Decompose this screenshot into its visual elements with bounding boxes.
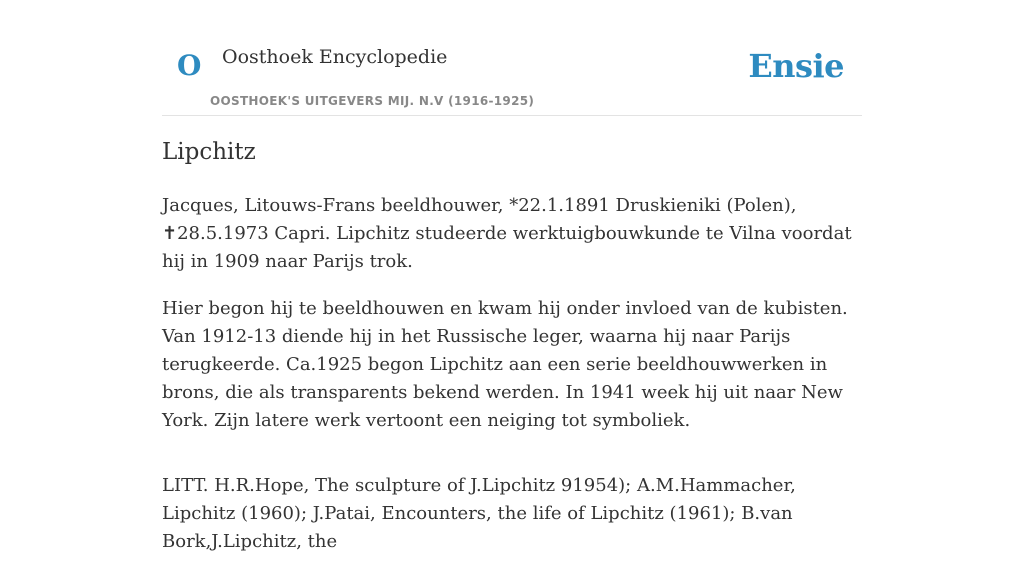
article-paragraph: Jacques, Litouws-Frans beeldhouwer, *22.1.1891 Druskieniki (Polen), ✝28.5.1973 Capri. Lipchitz studeerde werktuigbouwkunde te Vilna voordat hij in 1909 naar Parijs trok. [162, 195, 852, 272]
article-paragraph: Hier begon hij te beeldhouwen en kwam hij onder invloed van de kubisten. Van 1912-13 diende hij in het Russische leger, waarna hij naar Parijs terugkeerde. Ca.1925 begon Lipchitz aan een serie beeldhouwwerken in brons, die als transparents bekend werden. In 1941 week hij uit naar New York. Zijn latere werk vertoont een neiging tot symboliek. [162, 298, 848, 431]
article-body [162, 192, 862, 575]
page-container [162, 0, 862, 552]
logo-icon[interactable]: O [177, 49, 202, 82]
site-title-link[interactable]: Oosthoek Encyclopedie [222, 46, 448, 68]
article-title: Lipchitz [162, 139, 256, 165]
ensie-brand-link[interactable]: Ensie [748, 47, 844, 85]
publisher-label: OOSTHOEK'S UITGEVERS MIJ. N.V (1916-1925) [210, 94, 535, 108]
site-header [162, 0, 862, 116]
literature-paragraph: LITT. H.R.Hope, The sculpture of J.Lipchitz 91954); A.M.Hammacher, Lipchitz (1960); J.Patai, Encounters, the life of Lipchitz (1961); B.van Bork,J.Lipchitz, the [162, 475, 796, 552]
